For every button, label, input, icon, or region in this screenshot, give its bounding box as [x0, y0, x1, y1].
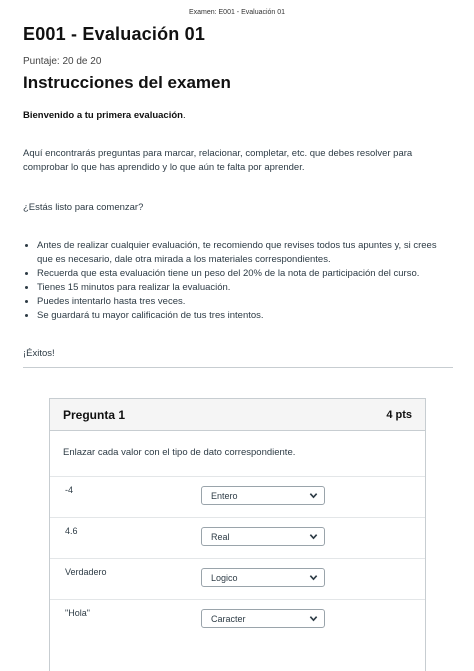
match-row: [50, 599, 425, 641]
question-card: [49, 398, 426, 671]
intro-paragraph: Aquí encontrarás preguntas para marcar, relacionar, completar, etc. que debes resolver para comprobar lo que has aprendido y lo que aún te falta por aprender.: [23, 148, 413, 173]
print-header: Examen: E001 - Evaluación 01: [188, 9, 286, 16]
question-points: 4 pts: [386, 408, 412, 421]
rule-item: • Antes de realizar cualquier evaluación, te recomiendo que revises todos tus apuntes y, si crees que es necesario, dale otra mirada a los materiales correspondientes.: [37, 239, 453, 267]
match-row: [50, 517, 425, 559]
match-type-select[interactable]: [201, 527, 325, 546]
exam-content: [23, 24, 453, 368]
question-header: [50, 399, 425, 431]
question-title: Pregunta 1: [63, 407, 126, 422]
question-prompt: Enlazar cada valor con el tipo de dato correspondiente.: [63, 447, 296, 458]
match-row: [50, 558, 425, 600]
exam-title: E001 - Evaluación 01: [23, 24, 206, 44]
rule-item: • Tienes 15 minutos para realizar la evaluación.: [37, 281, 453, 295]
match-row: [50, 476, 425, 518]
match-value-label: -4: [65, 485, 74, 495]
ready-question: ¿Estás listo para comenzar?: [23, 202, 144, 213]
select-value: Real: [211, 532, 230, 542]
instructions-heading: Instrucciones del examen: [23, 73, 231, 92]
chevron-down-icon: [309, 573, 318, 582]
score-text: Puntaje: 20 de 20: [23, 56, 102, 67]
welcome-period: .: [182, 110, 186, 121]
chevron-down-icon: [309, 614, 318, 623]
divider: [23, 367, 453, 368]
select-value: Logico: [211, 573, 238, 583]
rule-item: • Puedes intentarlo hasta tres veces.: [37, 295, 453, 309]
welcome-line: [23, 110, 453, 121]
chevron-down-icon: [309, 491, 318, 500]
match-type-select[interactable]: [201, 609, 325, 628]
match-value-label: 4.6: [65, 526, 78, 536]
match-value-label: Verdadero: [65, 567, 107, 577]
closing-text: ¡Éxitos!: [23, 348, 55, 359]
match-type-select[interactable]: [201, 568, 325, 587]
chevron-down-icon: [309, 532, 318, 541]
rule-item: • Recuerda que esta evaluación tiene un peso del 20% de la nota de participación del curso.: [37, 267, 453, 281]
rule-item: • Se guardará tu mayor calificación de tus tres intentos.: [37, 309, 453, 323]
rules-list: [23, 239, 453, 323]
welcome-text: Bienvenido a tu primera evaluación: [23, 110, 183, 121]
select-value: Entero: [211, 491, 238, 501]
match-type-select[interactable]: [201, 486, 325, 505]
match-value-label: "Hola": [65, 608, 90, 618]
select-value: Caracter: [211, 614, 246, 624]
